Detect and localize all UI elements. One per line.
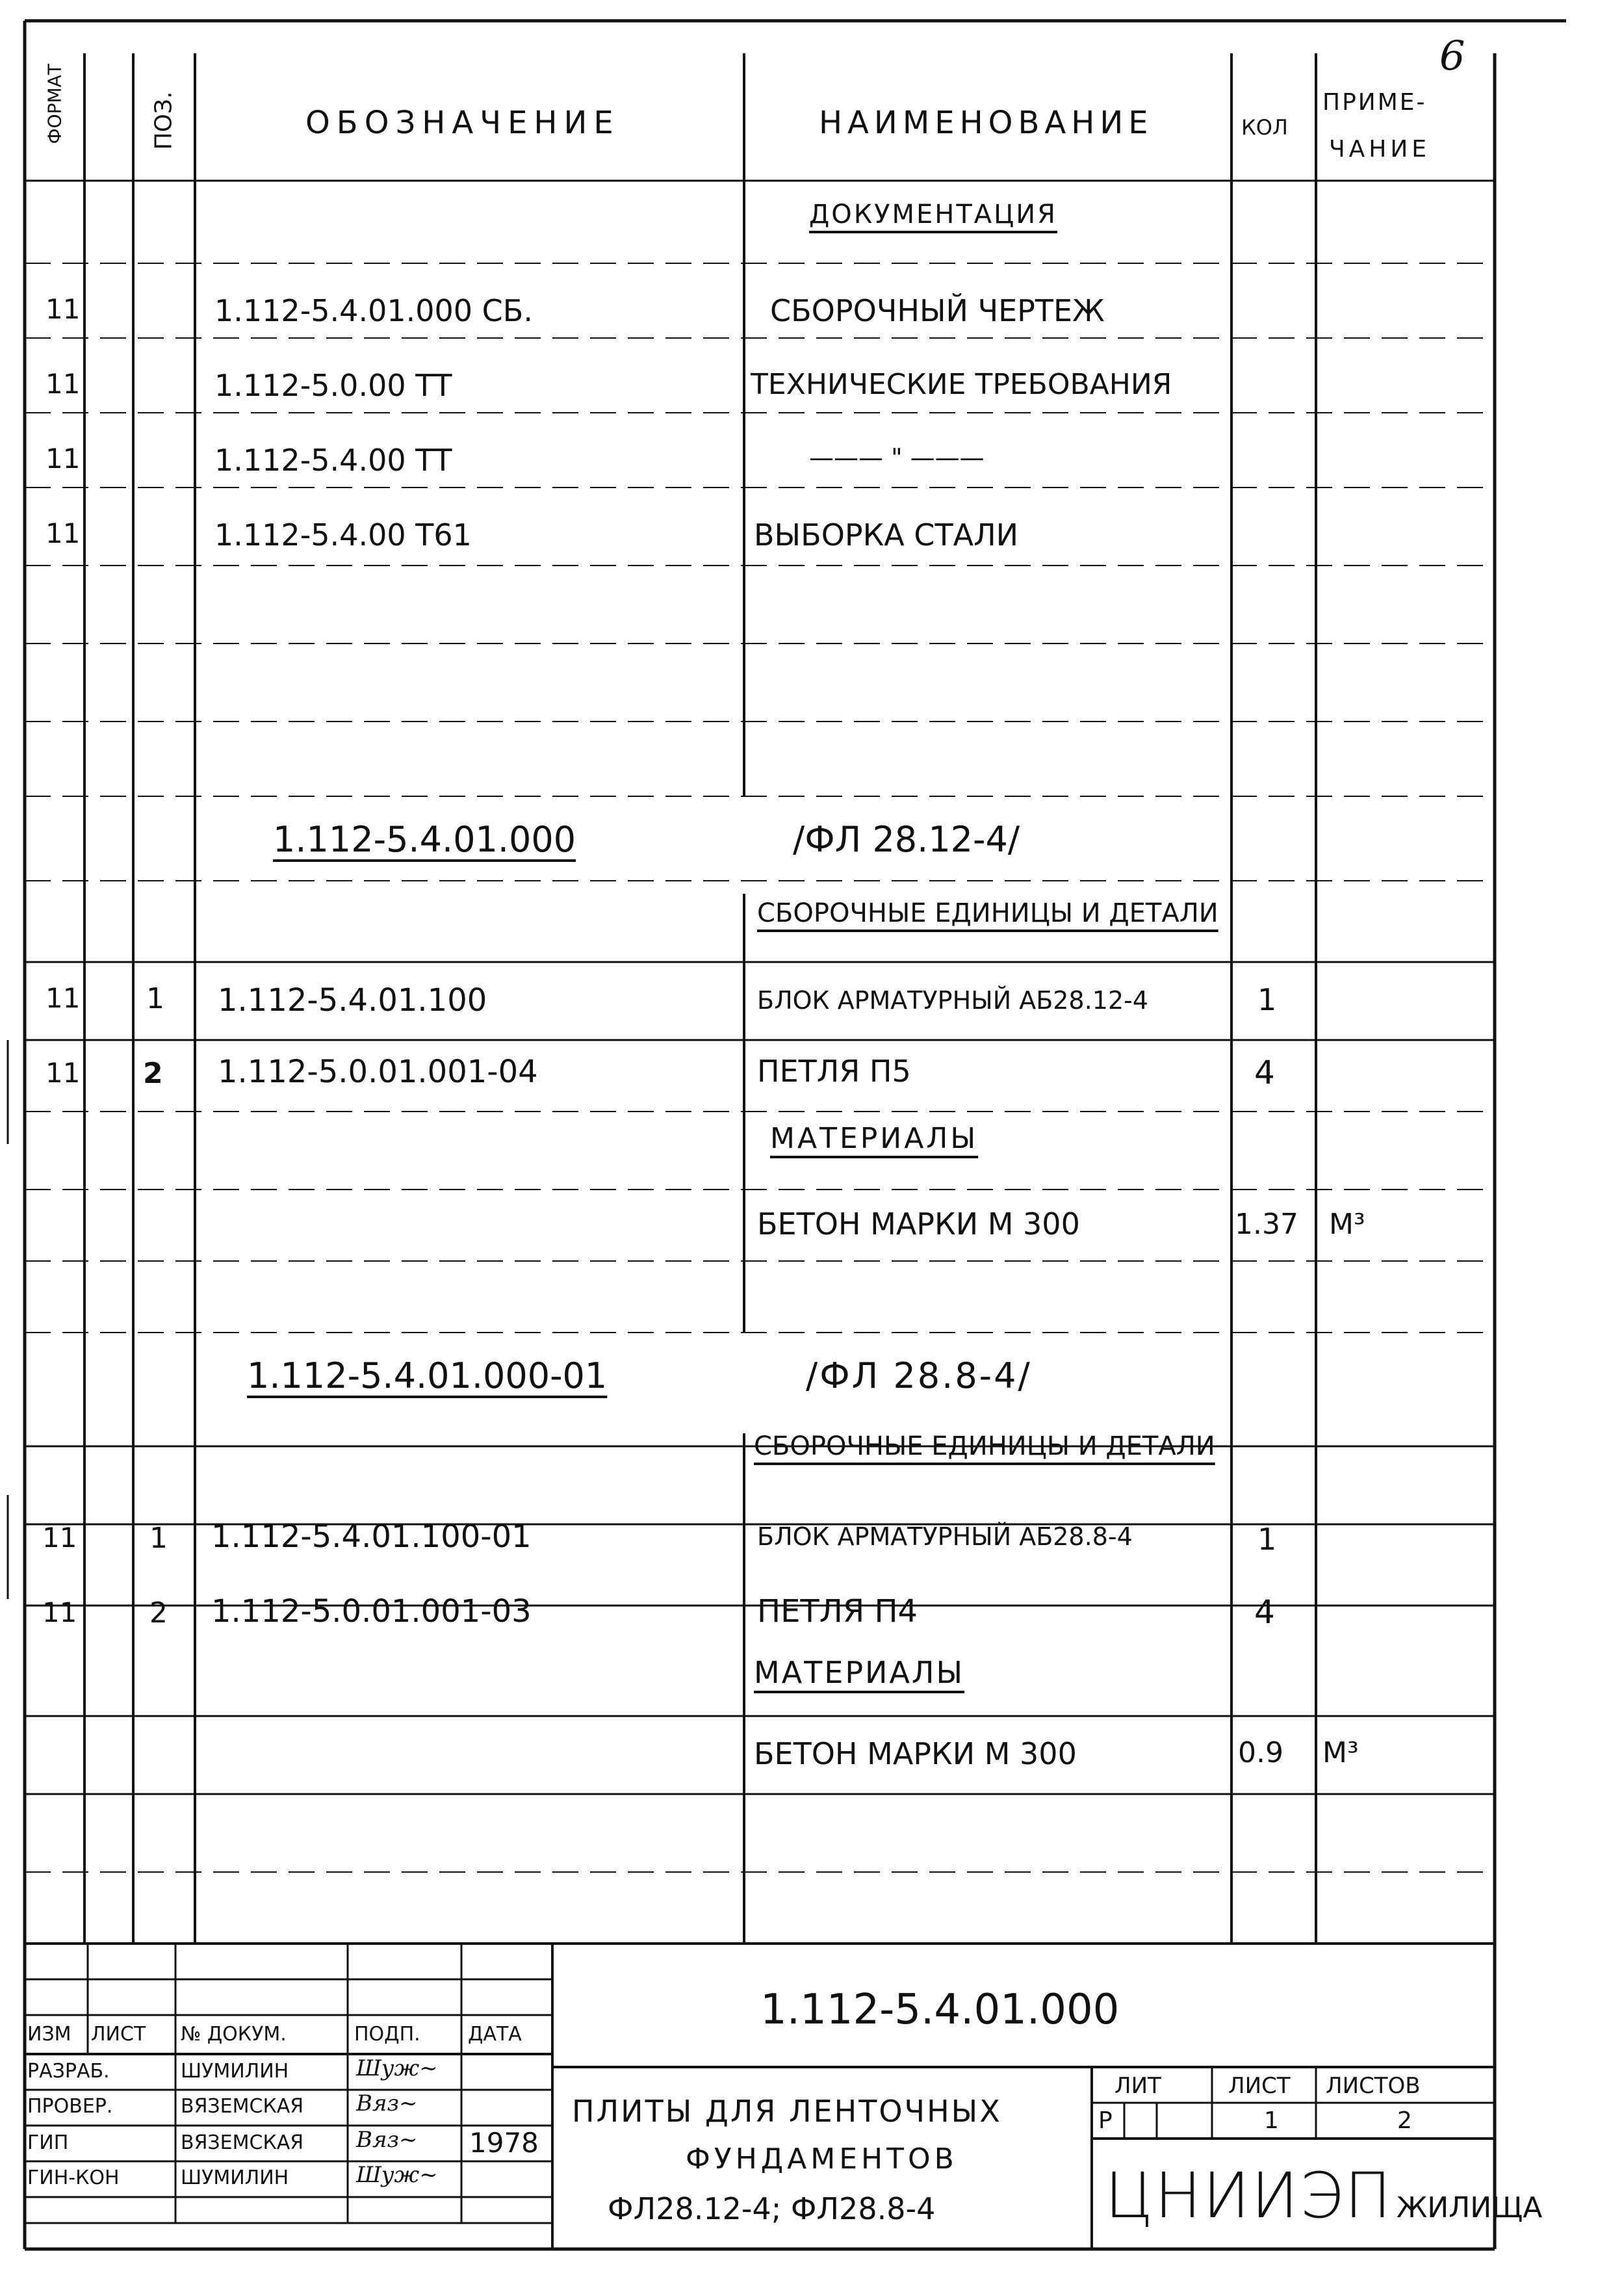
doc-row-designation: 1.112-5.4.00 Т61: [214, 517, 472, 553]
person-name: ВЯЗЕМСКАЯ: [181, 2095, 304, 2118]
signature-image: Вяз~: [356, 2090, 418, 2116]
part-format: 11: [42, 1596, 77, 1628]
material-name: БЕТОН МАРКИ М 300: [754, 1736, 1077, 1771]
part-format: 11: [42, 1522, 77, 1554]
part-qty: 1: [1257, 982, 1277, 1017]
doc-row-designation: 1.112-5.4.01.000 СБ.: [214, 293, 533, 328]
title-line-1: ПЛИТЫ ДЛЯ ЛЕНТОЧНЫХ: [572, 2094, 1002, 2129]
col-header-doc-no: № ДОКУМ.: [181, 2023, 287, 2046]
col-header-date: ДАТА: [468, 2023, 522, 2046]
doc-row-format: 11: [45, 517, 81, 549]
part-designation: 1.112-5.0.01.001-04: [218, 1054, 538, 1090]
part-format: 11: [45, 1057, 81, 1089]
person-date: 1978: [469, 2127, 539, 2159]
lit-label: ЛИТ: [1115, 2073, 1161, 2099]
sheet-value: 1: [1264, 2107, 1279, 2134]
section-materials-title: МАТЕРИАЛЫ: [754, 1655, 965, 1690]
title-block-doc-number: 1.112-5.4.01.000: [760, 1986, 1120, 2034]
part-qty: 4: [1254, 1054, 1275, 1091]
person-name: ВЯЗЕМСКАЯ: [181, 2131, 304, 2154]
doc-row-name: СБОРОЧНЫЙ ЧЕРТЕЖ: [770, 293, 1105, 328]
header-note-line1: ПРИМЕ-: [1322, 89, 1427, 116]
material-qty: 0.9: [1238, 1736, 1283, 1769]
doc-row-format: 11: [45, 368, 81, 400]
signature-image: Шуж~: [356, 2055, 438, 2081]
material-name: БЕТОН МАРКИ М 300: [757, 1206, 1080, 1242]
signature-image: Шуж~: [356, 2162, 438, 2188]
part-qty: 4: [1254, 1593, 1275, 1631]
header-pos: ПОЗ.: [150, 91, 177, 150]
section-units-title: СБОРОЧНЫЕ ЕДИНИЦЫ И ДЕТАЛИ: [757, 898, 1218, 928]
person-name: ШУМИЛИН: [181, 2060, 289, 2083]
header-qty: КОЛ: [1241, 115, 1288, 140]
part-pos: 1: [146, 982, 164, 1015]
doc-row-name: ТЕХНИЧЕСКИЕ ТРЕБОВАНИЯ: [751, 368, 1172, 401]
sheet-label: ЛИСТ: [1228, 2073, 1291, 2099]
person-role: ГИН-КОН: [27, 2166, 120, 2189]
header-format: ФОРМАТ: [44, 64, 66, 144]
lit-value: Р: [1098, 2107, 1113, 2134]
material-unit: М³: [1329, 1208, 1365, 1241]
section-mark: /ФЛ 28.8-4/: [806, 1355, 1032, 1396]
doc-row-name: ВЫБОРКА СТАЛИ: [754, 517, 1019, 553]
part-name: ПЕТЛЯ П4: [757, 1593, 918, 1630]
header-name: НАИМЕНОВАНИЕ: [819, 105, 1154, 141]
part-designation: 1.112-5.4.01.100: [218, 982, 487, 1019]
part-designation: 1.112-5.0.01.001-03: [211, 1593, 532, 1630]
doc-row-format: 11: [45, 443, 81, 475]
part-pos: 1: [149, 1522, 168, 1555]
part-name: БЛОК АРМАТУРНЫЙ АБ28.8-4: [757, 1522, 1133, 1551]
header-designation: ОБОЗНАЧЕНИЕ: [305, 105, 620, 141]
material-qty: 1.37: [1235, 1208, 1298, 1241]
section-designation: 1.112-5.4.01.000-01: [247, 1355, 608, 1396]
person-role: РАЗРАБ.: [27, 2060, 110, 2083]
signature-image: Вяз~: [356, 2127, 418, 2153]
header-note-line2: ЧАНИЕ: [1329, 136, 1431, 163]
part-qty: 1: [1257, 1522, 1277, 1557]
section-mark: /ФЛ 28.12-4/: [793, 819, 1020, 860]
col-header-sign: ПОДП.: [354, 2023, 420, 2046]
section-materials-title: МАТЕРИАЛЫ: [770, 1122, 979, 1155]
part-name: ПЕТЛЯ П5: [757, 1054, 911, 1089]
title-line-3: ФЛ28.12-4; ФЛ28.8-4: [608, 2191, 936, 2226]
person-role: ПРОВЕР.: [27, 2095, 113, 2118]
person-role: ГИП: [27, 2131, 69, 2154]
title-line-2: ФУНДАМЕНТОВ: [686, 2142, 958, 2176]
material-unit: М³: [1322, 1736, 1359, 1769]
organization-main: ЦНИИЭП: [1105, 2159, 1393, 2232]
documentation-title: ДОКУМЕНТАЦИЯ: [809, 200, 1057, 229]
person-name: ШУМИЛИН: [181, 2166, 289, 2189]
part-pos: 2: [149, 1596, 168, 1630]
sheets-value: 2: [1397, 2107, 1412, 2134]
doc-row-name: ——— " ———: [809, 443, 985, 472]
part-pos: 2: [143, 1057, 163, 1090]
col-header-change: ИЗМ: [27, 2023, 71, 2046]
organization-name: [1105, 2159, 1543, 2232]
doc-row-designation: 1.112-5.4.00 ТТ: [214, 443, 452, 478]
organization-suffix: ЖИЛИЩА: [1396, 2191, 1543, 2224]
doc-row-designation: 1.112-5.0.00 ТТ: [214, 368, 452, 403]
sheets-label: ЛИСТОВ: [1326, 2073, 1421, 2099]
section-units-title: СБОРОЧНЫЕ ЕДИНИЦЫ И ДЕТАЛИ: [754, 1431, 1215, 1461]
col-header-sheet: ЛИСТ: [91, 2023, 146, 2046]
section-designation: 1.112-5.4.01.000: [273, 819, 576, 860]
doc-row-format: 11: [45, 293, 81, 325]
sheet-number: 6: [1439, 32, 1465, 79]
part-designation: 1.112-5.4.01.100-01: [211, 1518, 532, 1555]
part-format: 11: [45, 982, 81, 1014]
part-name: БЛОК АРМАТУРНЫЙ АБ28.12-4: [757, 986, 1148, 1015]
